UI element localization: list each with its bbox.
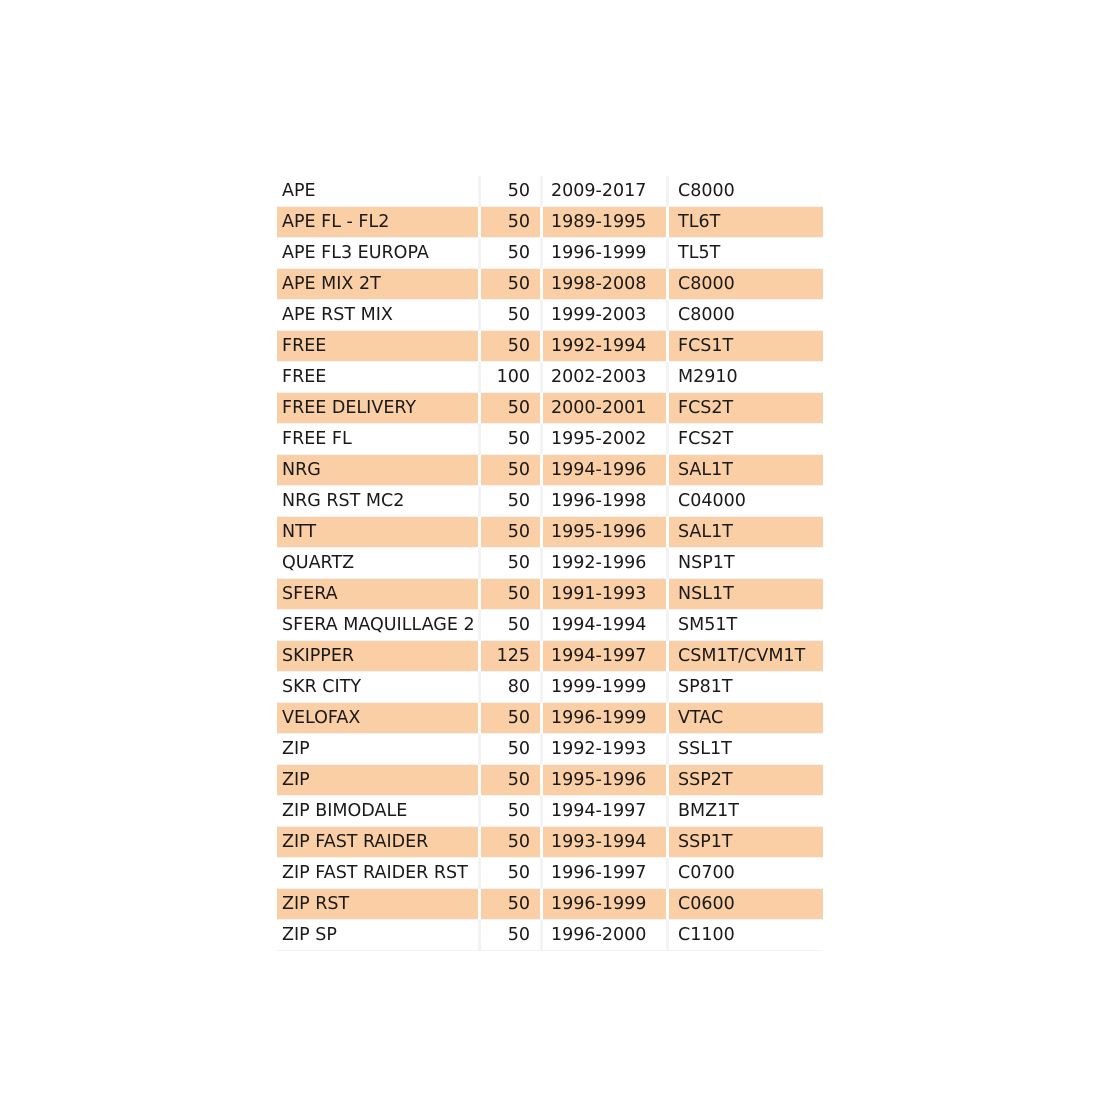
years-cell: 1996-1997: [543, 858, 669, 889]
cc-cell: 50: [481, 176, 543, 207]
table-row: [277, 455, 823, 486]
code-cell: SM51T: [669, 610, 823, 641]
model-cell: SFERA MAQUILLAGE 2: [277, 610, 481, 641]
model-cell: FREE FL: [277, 424, 481, 455]
model-cell: APE FL3 EUROPA: [277, 238, 481, 269]
years-cell: 1999-2003: [543, 300, 669, 331]
table-row: [277, 362, 823, 393]
code-cell: C8000: [669, 300, 823, 331]
cc-cell: 50: [481, 734, 543, 765]
cc-cell: 50: [481, 238, 543, 269]
cc-cell: 50: [481, 393, 543, 424]
code-cell: SSP1T: [669, 827, 823, 858]
years-cell: 1992-1996: [543, 548, 669, 579]
cc-cell: 50: [481, 486, 543, 517]
years-cell: 2002-2003: [543, 362, 669, 393]
code-cell: C04000: [669, 486, 823, 517]
years-cell: 1996-1998: [543, 486, 669, 517]
years-cell: 2000-2001: [543, 393, 669, 424]
model-cell: ZIP: [277, 765, 481, 796]
code-cell: FCS2T: [669, 393, 823, 424]
code-cell: NSP1T: [669, 548, 823, 579]
years-cell: 1996-1999: [543, 703, 669, 734]
cc-cell: 50: [481, 207, 543, 238]
table-row: [277, 238, 823, 269]
model-cell: ZIP: [277, 734, 481, 765]
table-row: [277, 486, 823, 517]
code-cell: SP81T: [669, 672, 823, 703]
model-cell: SKIPPER: [277, 641, 481, 672]
cc-cell: 50: [481, 269, 543, 300]
table-row: [277, 889, 823, 920]
code-cell: SSP2T: [669, 765, 823, 796]
model-cell: NRG: [277, 455, 481, 486]
code-cell: SSL1T: [669, 734, 823, 765]
table-row: [277, 393, 823, 424]
table-row: [277, 424, 823, 455]
model-cell: ZIP FAST RAIDER RST: [277, 858, 481, 889]
cc-cell: 50: [481, 548, 543, 579]
model-cell: NRG RST MC2: [277, 486, 481, 517]
code-cell: M2910: [669, 362, 823, 393]
model-cell: FREE: [277, 362, 481, 393]
years-cell: 1996-1999: [543, 889, 669, 920]
code-cell: C0600: [669, 889, 823, 920]
table-row: [277, 579, 823, 610]
code-cell: SAL1T: [669, 517, 823, 548]
cc-cell: 50: [481, 827, 543, 858]
years-cell: 1995-2002: [543, 424, 669, 455]
table-body: [277, 176, 823, 951]
years-cell: 1995-1996: [543, 765, 669, 796]
code-cell: NSL1T: [669, 579, 823, 610]
table-row: [277, 827, 823, 858]
table-row: [277, 610, 823, 641]
code-cell: FCS2T: [669, 424, 823, 455]
model-cell: SKR CITY: [277, 672, 481, 703]
model-compatibility-table: [277, 176, 823, 951]
years-cell: 2009-2017: [543, 176, 669, 207]
code-cell: FCS1T: [669, 331, 823, 362]
table-row: [277, 858, 823, 889]
cc-cell: 50: [481, 920, 543, 951]
table-row: [277, 517, 823, 548]
years-cell: 1996-1999: [543, 238, 669, 269]
table-row: [277, 796, 823, 827]
code-cell: C0700: [669, 858, 823, 889]
model-cell: VELOFAX: [277, 703, 481, 734]
years-cell: 1989-1995: [543, 207, 669, 238]
years-cell: 1995-1996: [543, 517, 669, 548]
code-cell: C1100: [669, 920, 823, 951]
table-row: [277, 331, 823, 362]
cc-cell: 80: [481, 672, 543, 703]
table-row: [277, 672, 823, 703]
cc-cell: 50: [481, 455, 543, 486]
table-row: [277, 300, 823, 331]
cc-cell: 125: [481, 641, 543, 672]
cc-cell: 50: [481, 610, 543, 641]
years-cell: 1992-1993: [543, 734, 669, 765]
code-cell: TL5T: [669, 238, 823, 269]
table-row: [277, 176, 823, 207]
model-cell: APE: [277, 176, 481, 207]
cc-cell: 100: [481, 362, 543, 393]
years-cell: 1996-2000: [543, 920, 669, 951]
model-cell: APE FL - FL2: [277, 207, 481, 238]
years-cell: 1998-2008: [543, 269, 669, 300]
years-cell: 1994-1997: [543, 641, 669, 672]
cc-cell: 50: [481, 331, 543, 362]
years-cell: 1992-1994: [543, 331, 669, 362]
model-cell: ZIP FAST RAIDER: [277, 827, 481, 858]
model-cell: ZIP SP: [277, 920, 481, 951]
years-cell: 1991-1993: [543, 579, 669, 610]
years-cell: 1994-1997: [543, 796, 669, 827]
model-cell: SFERA: [277, 579, 481, 610]
code-cell: TL6T: [669, 207, 823, 238]
cc-cell: 50: [481, 517, 543, 548]
cc-cell: 50: [481, 796, 543, 827]
cc-cell: 50: [481, 424, 543, 455]
model-compatibility-table-wrapper: [277, 176, 823, 951]
cc-cell: 50: [481, 300, 543, 331]
table-row: [277, 920, 823, 951]
model-cell: APE MIX 2T: [277, 269, 481, 300]
years-cell: 1999-1999: [543, 672, 669, 703]
code-cell: SAL1T: [669, 455, 823, 486]
table-row: [277, 703, 823, 734]
cc-cell: 50: [481, 579, 543, 610]
table-row: [277, 734, 823, 765]
model-cell: APE RST MIX: [277, 300, 481, 331]
code-cell: BMZ1T: [669, 796, 823, 827]
years-cell: 1993-1994: [543, 827, 669, 858]
model-cell: FREE DELIVERY: [277, 393, 481, 424]
model-cell: ZIP RST: [277, 889, 481, 920]
table-row: [277, 269, 823, 300]
code-cell: VTAC: [669, 703, 823, 734]
model-cell: QUARTZ: [277, 548, 481, 579]
cc-cell: 50: [481, 858, 543, 889]
code-cell: C8000: [669, 176, 823, 207]
code-cell: C8000: [669, 269, 823, 300]
table-row: [277, 641, 823, 672]
table-row: [277, 765, 823, 796]
model-cell: NTT: [277, 517, 481, 548]
model-cell: FREE: [277, 331, 481, 362]
model-cell: ZIP BIMODALE: [277, 796, 481, 827]
table-row: [277, 548, 823, 579]
years-cell: 1994-1994: [543, 610, 669, 641]
code-cell: CSM1T/CVM1T: [669, 641, 823, 672]
cc-cell: 50: [481, 703, 543, 734]
table-row: [277, 207, 823, 238]
years-cell: 1994-1996: [543, 455, 669, 486]
cc-cell: 50: [481, 889, 543, 920]
cc-cell: 50: [481, 765, 543, 796]
